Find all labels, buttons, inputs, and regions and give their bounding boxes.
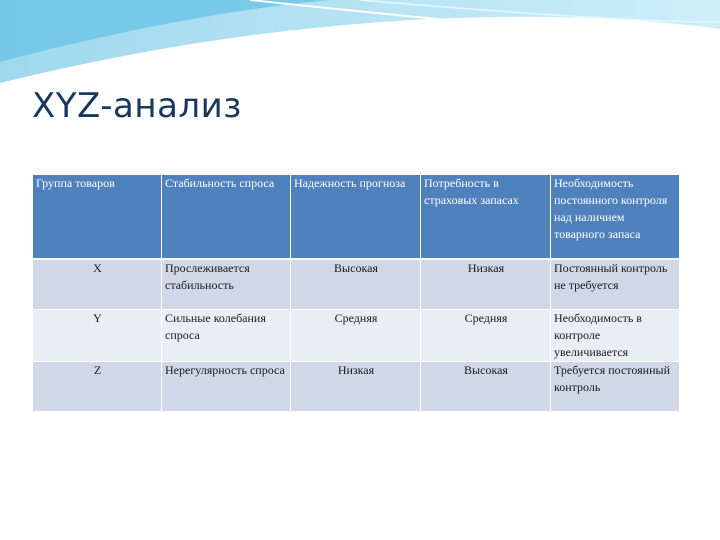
cell-group: Z <box>33 361 162 411</box>
cell-control: Необходимость в контроле увеличивается <box>551 309 680 361</box>
cell-reliability: Средняя <box>291 309 421 361</box>
header-safety-stock-need: Потребность в страховых запасах <box>421 175 551 260</box>
cell-reliability: Низкая <box>291 361 421 411</box>
cell-stability: Сильные колебания спроса <box>162 309 291 361</box>
cell-stability: Нерегулярность спроса <box>162 361 291 411</box>
table-row <box>33 309 680 361</box>
header-control-need: Необходимость постоянного контроля над наличием товарного запаса <box>551 175 680 260</box>
table-header-row <box>33 175 680 260</box>
table-row <box>33 361 680 411</box>
cell-safety-stock: Средняя <box>421 309 551 361</box>
cell-group: Y <box>33 309 162 361</box>
decorative-wave-banner <box>0 0 720 90</box>
slide-title: XYZ-анализ <box>32 86 242 126</box>
xyz-analysis-table <box>32 174 680 412</box>
cell-safety-stock: Низкая <box>421 259 551 309</box>
table-row <box>33 259 680 309</box>
cell-control: Требуется постоянный контроль <box>551 361 680 411</box>
cell-control: Постоянный контроль не требуется <box>551 259 680 309</box>
header-demand-stability: Стабильность спроса <box>162 175 291 260</box>
header-forecast-reliability: Надежность прогноза <box>291 175 421 260</box>
cell-safety-stock: Высокая <box>421 361 551 411</box>
cell-reliability: Высокая <box>291 259 421 309</box>
cell-stability: Прослеживается стабильность <box>162 259 291 309</box>
cell-group: X <box>33 259 162 309</box>
header-product-group: Группа товаров <box>33 175 162 260</box>
